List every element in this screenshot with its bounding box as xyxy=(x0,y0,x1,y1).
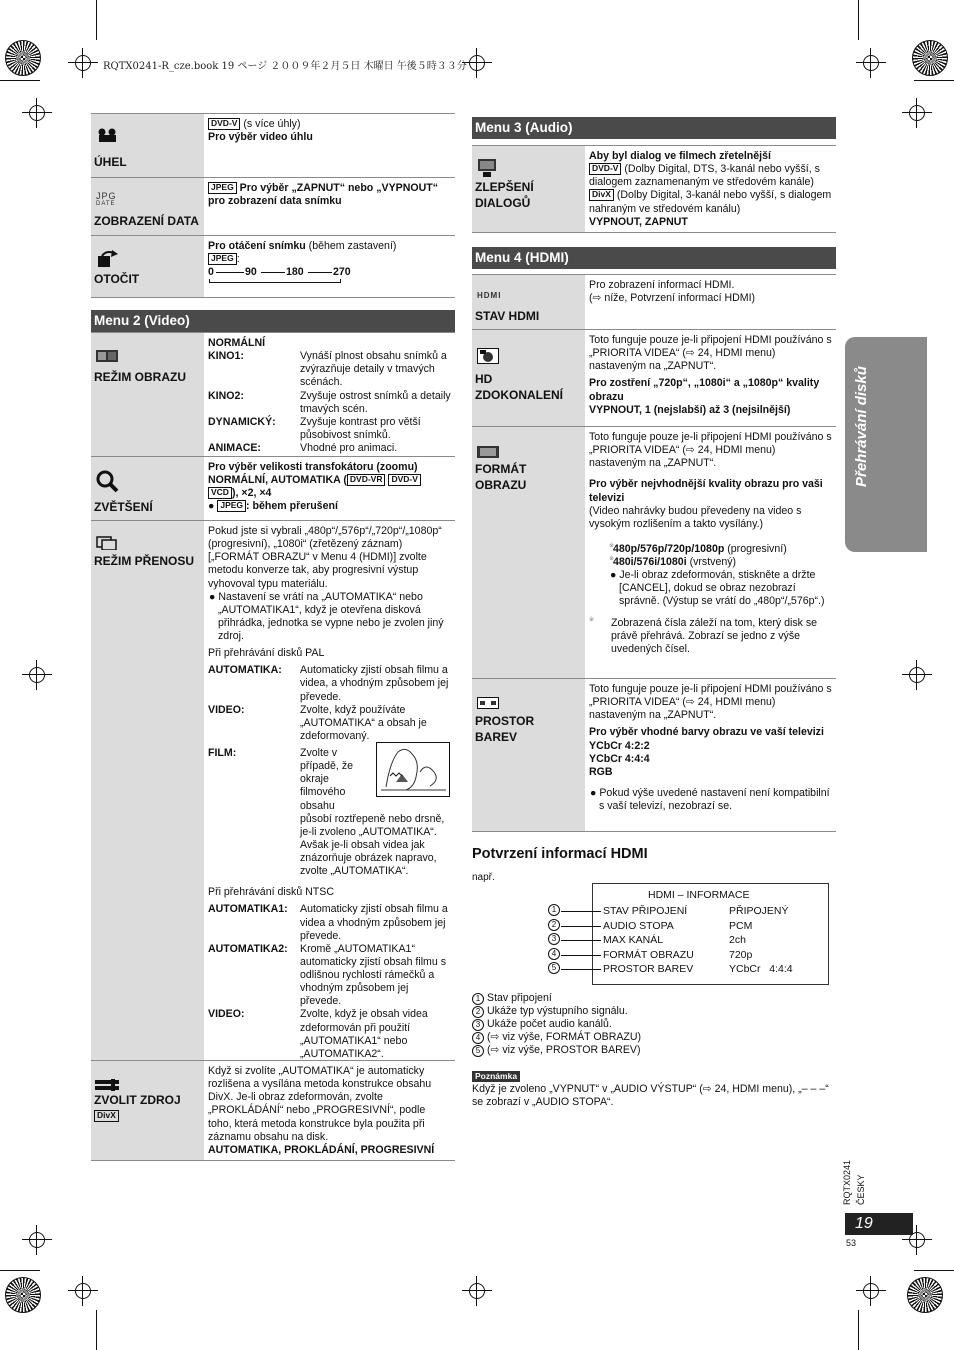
dvd-v-tag: DVD-V xyxy=(589,163,621,175)
crosshair-icon xyxy=(68,1276,98,1306)
color-space-note: Pokud výše uvedené nastavení není kompatibilní s vaší televizí, nezobrazí se. xyxy=(599,786,830,812)
legend-item: 3 Ukáže počet audio kanálů. xyxy=(472,1018,641,1031)
crosshair-icon xyxy=(22,1225,52,1255)
hdmi-icon: HDMI xyxy=(477,291,502,300)
document-code: RQTX0241 xyxy=(842,1159,852,1205)
setting-description: Pro výběr velikosti transfokátoru (zoomu) xyxy=(208,461,418,473)
setting-label: OTOČIT xyxy=(94,272,140,286)
ntsc-heading: Při přehrávání disků NTSC xyxy=(208,886,334,899)
dialogue-icon xyxy=(477,158,499,178)
registration-disc-icon xyxy=(5,1277,41,1313)
info-box-title: HDMI – INFORMACE xyxy=(648,889,750,901)
section-title-hdmi-info: Potvrzení informací HDMI xyxy=(472,846,648,862)
option-row: DYNAMICKÝ: Zvyšuje kontrast pro větší působivost snímků. xyxy=(208,415,421,441)
jpg-date-icon: JPG DATE xyxy=(96,191,117,207)
legend-item: 1 Stav připojení xyxy=(472,992,641,1005)
setting-row-hd-zdokonaleni: HD ZDOKONALENÍ Toto funguje pouze je-li připojení HDMI používáno s „PRIORITA VIDEA“ (⇨ 24, HDMI menu) nastaveným na „ZAPNUT“. Pro zostření „720p“, „1080i“ a „1080p“ kvality obrazu VYPNOUT, 1 (nejslabší) až 3 (nejsilnější) xyxy=(472,329,836,426)
info-key: FORMÁT OBRAZU xyxy=(603,948,694,961)
option-normal: NORMÁLNÍ xyxy=(208,337,266,349)
option-interlaced: 480i/576i/1080i xyxy=(613,556,687,568)
crosshair-icon xyxy=(856,48,886,78)
crosshair-icon xyxy=(902,98,932,128)
camera-icon xyxy=(97,128,119,142)
setting-label: STAV HDMI xyxy=(475,309,540,323)
setting-row-otocit: OTOČIT Pro otáčení snímku (během zastavení) JPEG : 0 90 180 270 xyxy=(91,235,455,297)
option-row: AUTOMATIKA1: Automaticky zjistí obsah filmu a videa a vhodným způsobem jej převede. xyxy=(208,903,448,942)
menu-3-audio-header: Menu 3 (Audio) xyxy=(472,117,836,139)
setting-note: (s více úhly) xyxy=(243,118,301,130)
setting-description: Toto funguje pouze je-li připojení HDMI používáno s „PRIORITA VIDEA“ (⇨ 24, HDMI menu) nastaveným na „ZAPNUT“. xyxy=(589,683,832,722)
info-value: PŘIPOJENÝ xyxy=(729,905,789,917)
setting-label: ZVĚTŠENÍ xyxy=(94,500,153,514)
setting-description: pro zobrazení data snímku xyxy=(208,195,342,208)
info-value: YCbCr 4:4:4 xyxy=(729,963,793,975)
color-space-icon xyxy=(477,696,499,710)
divx-tag: DivX xyxy=(94,1110,119,1122)
side-tab-label: Přehrávání disků xyxy=(853,366,870,487)
setting-description: Pro výběr „ZAPNUT“ nebo „VYPNOUT“ xyxy=(239,182,439,194)
crosshair-icon xyxy=(856,1276,886,1306)
note-label: Poznámka xyxy=(472,1071,520,1082)
transfer-note: Nastavení se vrátí na „AUTOMATIKA“ nebo „AUTOMATIKA1“, když je otevřena disková přihrádka, jednotka se vypne nebo je zvolen jiný zdroj. xyxy=(218,590,444,642)
jpeg-tag: JPEG xyxy=(208,253,237,265)
setting-label: HD ZDOKONALENÍ xyxy=(475,372,563,403)
magnifier-icon xyxy=(95,469,119,493)
crosshair-icon xyxy=(902,660,932,690)
option-row: AUTOMATIKA2: Kromě „AUTOMATIKA1“ automaticky zjistí obsah filmu s odlišnou rychlostí rámečků a vhodným způsobem jej převede. xyxy=(208,942,447,1008)
hd-enhance-icon xyxy=(477,348,499,364)
option-row: KINO2: Zvyšuje ostrost snímků a detaily tmavých scén. xyxy=(208,389,451,415)
source-description: Když si zvolíte „AUTOMATIKA“ je automaticky rozlišena a vysílána metoda konstrukce obsahu DivX. Je-li obraz zdeformován, zvolte „PROKLÁDÁNÍ“ nebo „PROGRESIVNÍ“, podle toho, která metoda konstrukce byla použita při záznamu obsahu na disk. xyxy=(208,1065,432,1143)
setting-row-zvolit-zdroj xyxy=(91,1060,455,1161)
source-options: AUTOMATIKA, PROKLÁDÁNÍ, PROGRESIVNÍ xyxy=(208,1143,435,1156)
source-plug-icon xyxy=(95,1079,119,1091)
rotation-sequence: 0 90 180 270 xyxy=(208,266,451,284)
crosshair-icon xyxy=(22,660,52,690)
setting-row-uhel xyxy=(91,113,455,177)
setting-label: ÚHEL xyxy=(94,155,127,169)
option-row: VIDEO: Zvolte, když používáte „AUTOMATIKA“ a obsah je zdeformovaný. xyxy=(208,703,427,742)
setting-description: Pro otáčení snímku xyxy=(208,240,306,252)
dvd-v-tag: DVD-V xyxy=(388,474,420,486)
language-label: ČESKY xyxy=(856,1174,866,1205)
setting-label: FORMÁT OBRAZU xyxy=(475,462,527,493)
option-row: VIDEO: Zvolte, když je obsah videa zdeformován při použití „AUTOMATIKA1“ nebo „AUTOMATIKA2“. xyxy=(208,1008,428,1060)
pal-heading: Při přehrávání disků PAL xyxy=(208,647,325,660)
setting-description: Pro zobrazení informací HDMI. xyxy=(589,279,735,291)
option-rgb: RGB xyxy=(589,765,613,778)
crosshair-icon xyxy=(462,1276,492,1306)
divx-tag: DivX xyxy=(589,189,614,201)
setting-description: Pro výběr video úhlu xyxy=(208,131,313,144)
picture-mode-icon xyxy=(96,349,118,363)
setting-row-zobrazeni-data xyxy=(91,177,455,235)
info-key: PROSTOR BAREV xyxy=(603,963,694,975)
book-header-text: RQTX0241-R_cze.book 19 ページ ２００９年２月５日 木曜日 午後５時３３分 xyxy=(103,61,467,72)
info-key: AUDIO STOPA xyxy=(603,919,674,932)
option-progressive: 480p/576p/720p/1080p xyxy=(613,542,725,555)
crosshair-icon xyxy=(22,98,52,128)
setting-row-rezim-prenosu: REŽIM PŘENOSU Pokud jste si vybrali „480p“/„576p“/„720p“/„1080p“ (progresivní), „1080i“ (zřetězený záznam) [„FORMÁT OBRAZU“ v Menu 4 (HDMI)] zvolte metodu konverze tak, aby progresivní výstup vyhovoval typu materiálu. ● Nastavení se vrátí na „AUTOMATIKA“ nebo „AUTOMATIKA1“, když je otevřena disková přihrádka, jednotka se vypne nebo je zvolen jiný zdroj. Při přehrávání disků PAL AUTOMATIKA: Automaticky zjistí obsah filmu a videa, a vhodným způsobem jej převede. VIDEO: Zvolte, když používáte „AUTOMATIKA“ a obsah je zdeformovaný. FILM: Zvolte v případě, že okraje filmového obsahu působí roztřepeně nebo drsně, je-li zvoleno „AUTOMATIKA“. Avšak je-li obsah videa jak znázorňuje obrázek napravo, zvolte „AUTOMATIKA“. Při přehrávání disků NTSC AUTOMATIKA1: Automaticky zjistí obsah filmu a videa a vhodným způsobem jej převede. AUTOMATIKA2: Kromě „AUTOMATIKA1“ automaticky zjistí obsah filmu s odlišnou rychlostí rámečků a vhodným způsobem jej převede. VIDEO: Zvolte, když je obsah videa zdeformován při použití „AUTOMATIKA1“ nebo „AUTOMATIKA2“. xyxy=(91,520,455,1060)
option-row: AUTOMATIKA: Automaticky zjistí obsah filmu a videa, a vhodným způsobem jej převede. xyxy=(208,664,449,703)
side-tab xyxy=(845,337,927,552)
transfer-mode-icon xyxy=(96,536,118,550)
legend-item: 4 (⇨ viz výše, FORMÁT OBRAZU) xyxy=(472,1031,641,1044)
setting-row-rezim-obrazu xyxy=(91,332,455,456)
setting-description: Aby byl dialog ve filmech zřetelnější xyxy=(589,150,771,162)
callout-number: 1 xyxy=(548,904,560,916)
info-value: 2ch xyxy=(729,934,746,946)
setting-row-format-obrazu: FORMÁT OBRAZU Toto funguje pouze je-li připojení HDMI používáno s „PRIORITA VIDEA“ (⇨ 24, HDMI menu) nastaveným na „ZAPNUT“. Pro výběr nejvhodnější kvality obrazu pro vaši televizi (Video nahrávky budou převedeny na video s vysokým rozlišením a takto vysílány.) ※ 480p/576p/720p/1080p (progresivní) ※ 480i/576i/1080i (vrstvený) ● Je-li obraz zdeformován, stiskněte a držte [CANCEL], dokud se obraz nezobrazí správně. (Výstup se vrátí do „480p“/„576p“.) ※ Zobrazená čísla záleží na tom, který disk se právě přehrává. Zobrazí se jedno z výše uvedených čísel. xyxy=(472,426,836,678)
format-footnote: Zobrazená čísla záleží na tom, který disk se právě přehrává. Zobrazí se jedno z výše uvedených čísel. xyxy=(611,616,818,655)
example-label: např. xyxy=(472,872,495,883)
transfer-intro: Pokud jste si vybrali „480p“/„576p“/„720p“/„1080p“ (progresivní), „1080i“ (zřetězený záznam) [„FORMÁT OBRAZU“ v Menu 4 (HDMI)] zvolte metodu konverze tak, aby progresivní výstup vyhovoval typu materiálu. xyxy=(208,525,442,590)
setting-label: REŽIM PŘENOSU xyxy=(94,554,195,568)
dvd-vr-tag: DVD-VR xyxy=(347,474,386,486)
format-note: Je-li obraz zdeformován, stiskněte a držte [CANCEL], dokud se obraz nezobrazí správně. (Výstup se vrátí do „480p“/„576p“.) xyxy=(619,569,825,608)
option-ycbcr-422: YCbCr 4:2:2 xyxy=(589,739,650,752)
setting-label: REŽIM OBRAZU xyxy=(94,370,186,384)
setting-row-zlepseni-dialogu: ZLEPŠENÍ DIALOGŮ Aby byl dialog ve filmech zřetelnější DVD-V (Dolby Digital, DTS, 3-kanál nebo vyšší, s dialogem zaznamenaným ve středovém kanále) DivX (Dolby Digital, 3-kanál nebo vyšší, s dialogem nahraným ve středovém kanálu) VYPNOUT, ZAPNUT xyxy=(472,145,836,233)
rotate-icon xyxy=(96,250,120,268)
legend-item: 5 (⇨ viz výše, PROSTOR BAREV) xyxy=(472,1044,641,1057)
menu-2-video-header: Menu 2 (Video) xyxy=(91,310,455,332)
setting-description: Toto funguje pouze je-li připojení HDMI používáno s „PRIORITA VIDEA“ (⇨ 24, HDMI menu) nastaveným na „ZAPNUT“. xyxy=(589,431,832,470)
callout-number: 2 xyxy=(548,919,560,931)
setting-label: ZOBRAZENÍ DATA xyxy=(94,214,199,228)
page-number: 19 xyxy=(845,1213,913,1235)
registration-disc-icon xyxy=(5,40,41,76)
info-value: PCM xyxy=(729,919,753,932)
option-film: FILM: Zvolte v případě, že okraje filmového obsahu působí roztřepeně nebo drsně, je-li zvoleno „AUTOMATIKA“. Avšak je-li obsah videa jak znázorňuje obrázek napravo, zvolte „AUTOMATIKA“. xyxy=(208,747,451,878)
dvd-v-tag: DVD-V xyxy=(208,118,240,130)
sub-page-number: 53 xyxy=(846,1238,857,1248)
jpeg-tag: JPEG xyxy=(217,500,246,512)
crosshair-icon xyxy=(68,48,98,78)
setting-label: PROSTOR BAREV xyxy=(475,714,535,745)
legend-item: 2 Ukáže typ výstupního signálu. xyxy=(472,1005,641,1018)
setting-row-zvetseni: ZVĚTŠENÍ Pro výběr velikosti transfokátoru (zoomu) NORMÁLNÍ, AUTOMATIKA ( DVD-VR DVD-V VCD ), ×2, ×4 ● JPEG : během přerušení xyxy=(91,456,455,520)
menu-4-hdmi-header: Menu 4 (HDMI) xyxy=(472,247,836,269)
registration-disc-icon xyxy=(907,1277,943,1313)
info-key: STAV PŘIPOJENÍ xyxy=(603,905,688,917)
note-text: Když je zvoleno „VYPNUT“ v „AUDIO VÝSTUP“ (⇨ 24, HDMI menu), „– – –“ se zobrazí v „AUDIO STOPA“. xyxy=(472,1083,829,1109)
option-row: ANIMACE: Vhodné pro animaci. xyxy=(208,442,398,454)
setting-options: VYPNOUT, 1 (nejslabší) až 3 (nejsilnější) xyxy=(589,403,791,416)
option-ycbcr-444: YCbCr 4:4:4 xyxy=(589,752,650,765)
registration-disc-icon xyxy=(912,40,948,76)
option-row: KINO1: Vynáší plnost obsahu snímků a zvýrazňuje detaily v tmavých scénách. xyxy=(208,350,447,389)
setting-row-prostor-barev: PROSTOR BAREV Toto funguje pouze je-li připojení HDMI používáno s „PRIORITA VIDEA“ (⇨ 24, HDMI menu) nastaveným na „ZAPNUT“. Pro výběr vhodné barvy obrazu ve vaší televizi YCbCr 4:2:2 YCbCr 4:4:4 RGB ● Pokud výše uvedené nastavení není kompatibilní s vaší televizí, nezobrazí se. xyxy=(472,678,836,832)
callout-number: 4 xyxy=(548,948,560,960)
jpeg-tag: JPEG xyxy=(208,182,237,194)
setting-label: ZLEPŠENÍ DIALOGŮ xyxy=(475,180,534,211)
callout-number: 3 xyxy=(548,933,560,945)
format-icon xyxy=(477,445,499,459)
setting-description: Toto funguje pouze je-li připojení HDMI používáno s „PRIORITA VIDEA“ (⇨ 24, HDMI menu) nastaveným na „ZAPNUT“. xyxy=(589,334,832,373)
info-value: 720p xyxy=(729,948,753,961)
setting-label: ZVOLIT ZDROJ xyxy=(94,1093,181,1107)
vcd-tag: VCD xyxy=(208,487,232,499)
setting-row-stav-hdmi: HDMI STAV HDMI Pro zobrazení informací HDMI. (⇨ níže, Potvrzení informací HDMI) xyxy=(472,274,836,329)
info-key: MAX KANÁL xyxy=(603,934,664,946)
deformed-image-illustration xyxy=(376,742,450,797)
callout-number: 5 xyxy=(548,962,560,974)
setting-options: VYPNOUT, ZAPNUT xyxy=(589,215,688,228)
